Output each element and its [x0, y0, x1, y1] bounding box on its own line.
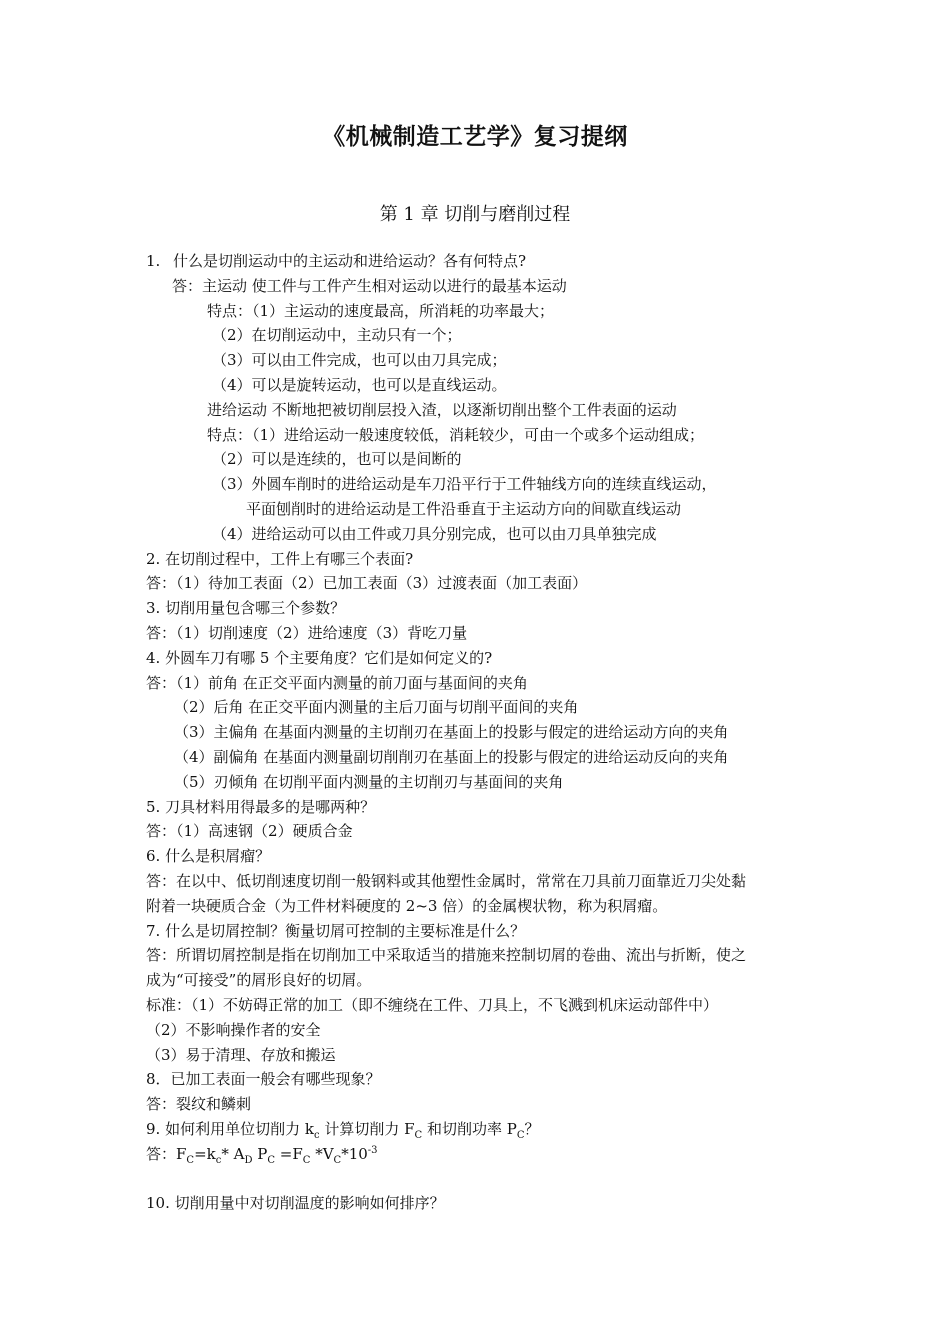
text-run: =F	[275, 1144, 303, 1163]
answer-3: 答：（1）切削速度（2）进给速度（3）背吃刀量	[146, 623, 468, 642]
question-6: 6. 什么是积屑瘤？	[146, 847, 271, 866]
text-run: 计算切削力 F	[319, 1119, 415, 1138]
blank-line	[0, 1166, 950, 1191]
answer-2: 答：（1）待加工表面（2）已加工表面（3）过渡表面（加工表面）	[146, 574, 588, 593]
answer-line: （3）主偏角 在基面内测量的主切削刃在基面上的投影与假定的进给运动方向的夹角	[174, 723, 729, 742]
text-run: P	[252, 1144, 268, 1163]
answer-line: 特点：（1）主运动的速度最高，所消耗的功率最大；	[207, 301, 555, 320]
subscript: c	[313, 1129, 320, 1141]
subscript: c	[215, 1154, 222, 1166]
superscript: -3	[367, 1144, 378, 1156]
question-7: 7. 什么是切屑控制？衡量切屑可控制的主要标准是什么？	[146, 921, 526, 940]
answer-line: 平面刨削时的进给运动是工件沿垂直于主运动方向的间歇直线运动	[246, 499, 682, 518]
answer-line: 答：在以中、低切削速度切削一般钢料或其他塑性金属时，常常在刀具前刀面靠近刀尖处黏	[146, 871, 747, 890]
text-run: *10	[341, 1144, 368, 1163]
question-2: 2. 在切削过程中，工件上有哪三个表面?	[146, 549, 414, 568]
subscript: C	[302, 1154, 311, 1166]
text-run: * A	[221, 1144, 245, 1163]
subscript: D	[244, 1154, 253, 1166]
answer-line: （2）后角 在正交平面内测量的主后刀面与切削平面间的夹角	[174, 698, 579, 717]
answer-line: （3）可以由工件完成，也可以由刀具完成；	[212, 351, 507, 370]
subscript: C	[333, 1154, 342, 1166]
answer-line: 标准：（1）不妨碍正常的加工（即不缠绕在工件、刀具上，不飞溅到机床运动部件中）	[146, 995, 719, 1014]
answer-line: （2）在切削运动中，主动只有一个；	[212, 326, 462, 345]
chapter-heading: 第 1 章 切削与磨削过程	[379, 204, 571, 225]
answer-line: （3）外圆车削时的进给运动是车刀沿平行于工件轴线方向的连续直线运动，	[212, 475, 717, 494]
document-body	[0, 249, 950, 1216]
text-run: 和切削功率 P	[422, 1119, 517, 1138]
question-3: 3. 切削用量包含哪三个参数？	[146, 599, 346, 618]
subscript: C	[267, 1154, 276, 1166]
answer-line: （2）可以是连续的，也可以是间断的	[212, 450, 462, 469]
answer-line: （4）进给运动可以由工件或刀具分别完成，也可以由刀具单独完成	[212, 524, 657, 543]
document-title: 《机械制造工艺学》复习提纲	[322, 123, 628, 150]
subscript: C	[414, 1129, 423, 1141]
answer-line: 特点：（1）进给运动一般速度较低，消耗较少，可由一个或多个运动组成；	[207, 425, 705, 444]
answer-5: 答：（1）高速钢（2）硬质合金	[146, 822, 353, 841]
answer-line: 答：所谓切屑控制是指在切削加工中采取适当的措施来控制切屑的卷曲、流出与折断，使之	[146, 946, 747, 965]
text-run: *V	[310, 1144, 334, 1163]
question-4: 4. 外圆车刀有哪 5 个主要角度？它们是如何定义的?	[146, 648, 493, 667]
answer-line: 附着一块硬质合金（为工件材料硬度的 2~3 倍）的金属楔状物，称为积屑瘤。	[146, 896, 668, 915]
question-1	[0, 249, 950, 274]
answer-line: （4）副偏角 在基面内测量副切削削刃在基面上的投影与假定的进给运动反向的夹角	[174, 747, 729, 766]
question-9	[0, 1117, 950, 1142]
text-run: ？	[524, 1119, 540, 1138]
answer-line: （2）不影响操作者的安全	[146, 1020, 321, 1039]
text-run: 9. 如何利用单位切削力 k	[146, 1119, 314, 1138]
answer-line: 答：主运动 使工件与工件产生相对运动以进行的最基本运动	[172, 276, 567, 295]
subscript: C	[516, 1129, 525, 1141]
answer-line: 成为“可接受”的屑形良好的切屑。	[146, 971, 372, 990]
subscript: C	[186, 1154, 195, 1166]
text-run: 答：F	[146, 1144, 187, 1163]
question-text: 什么是切削运动中的主运动和进给运动？各有何特点?	[173, 252, 527, 270]
answer-line: 进给运动 不断地把被切削层投入渣，以逐渐切削出整个工件表面的运动	[207, 400, 677, 419]
question-5: 5. 刀具材料用得最多的是哪两种？	[146, 797, 376, 816]
answer-line: （5）刃倾角 在切削平面内测量的主切削刃与基面间的夹角	[174, 772, 564, 791]
answer-line: （4）可以是旋转运动，也可以是直线运动。	[212, 375, 507, 394]
answer-line: 答：（1）前角 在正交平面内测量的前刀面与基面间的夹角	[146, 673, 528, 692]
answer-9-formula	[0, 1142, 950, 1167]
answer-line: （3）易于清理、存放和搬运	[146, 1045, 336, 1064]
text-run: =k	[194, 1144, 216, 1163]
question-8: 8．已加工表面一般会有哪些现象？	[146, 1070, 381, 1089]
question-10: 10. 切削用量中对切削温度的影响如何排序？	[146, 1194, 445, 1213]
answer-8: 答：裂纹和鳞刺	[146, 1095, 252, 1114]
question-number: 1.	[146, 252, 161, 270]
